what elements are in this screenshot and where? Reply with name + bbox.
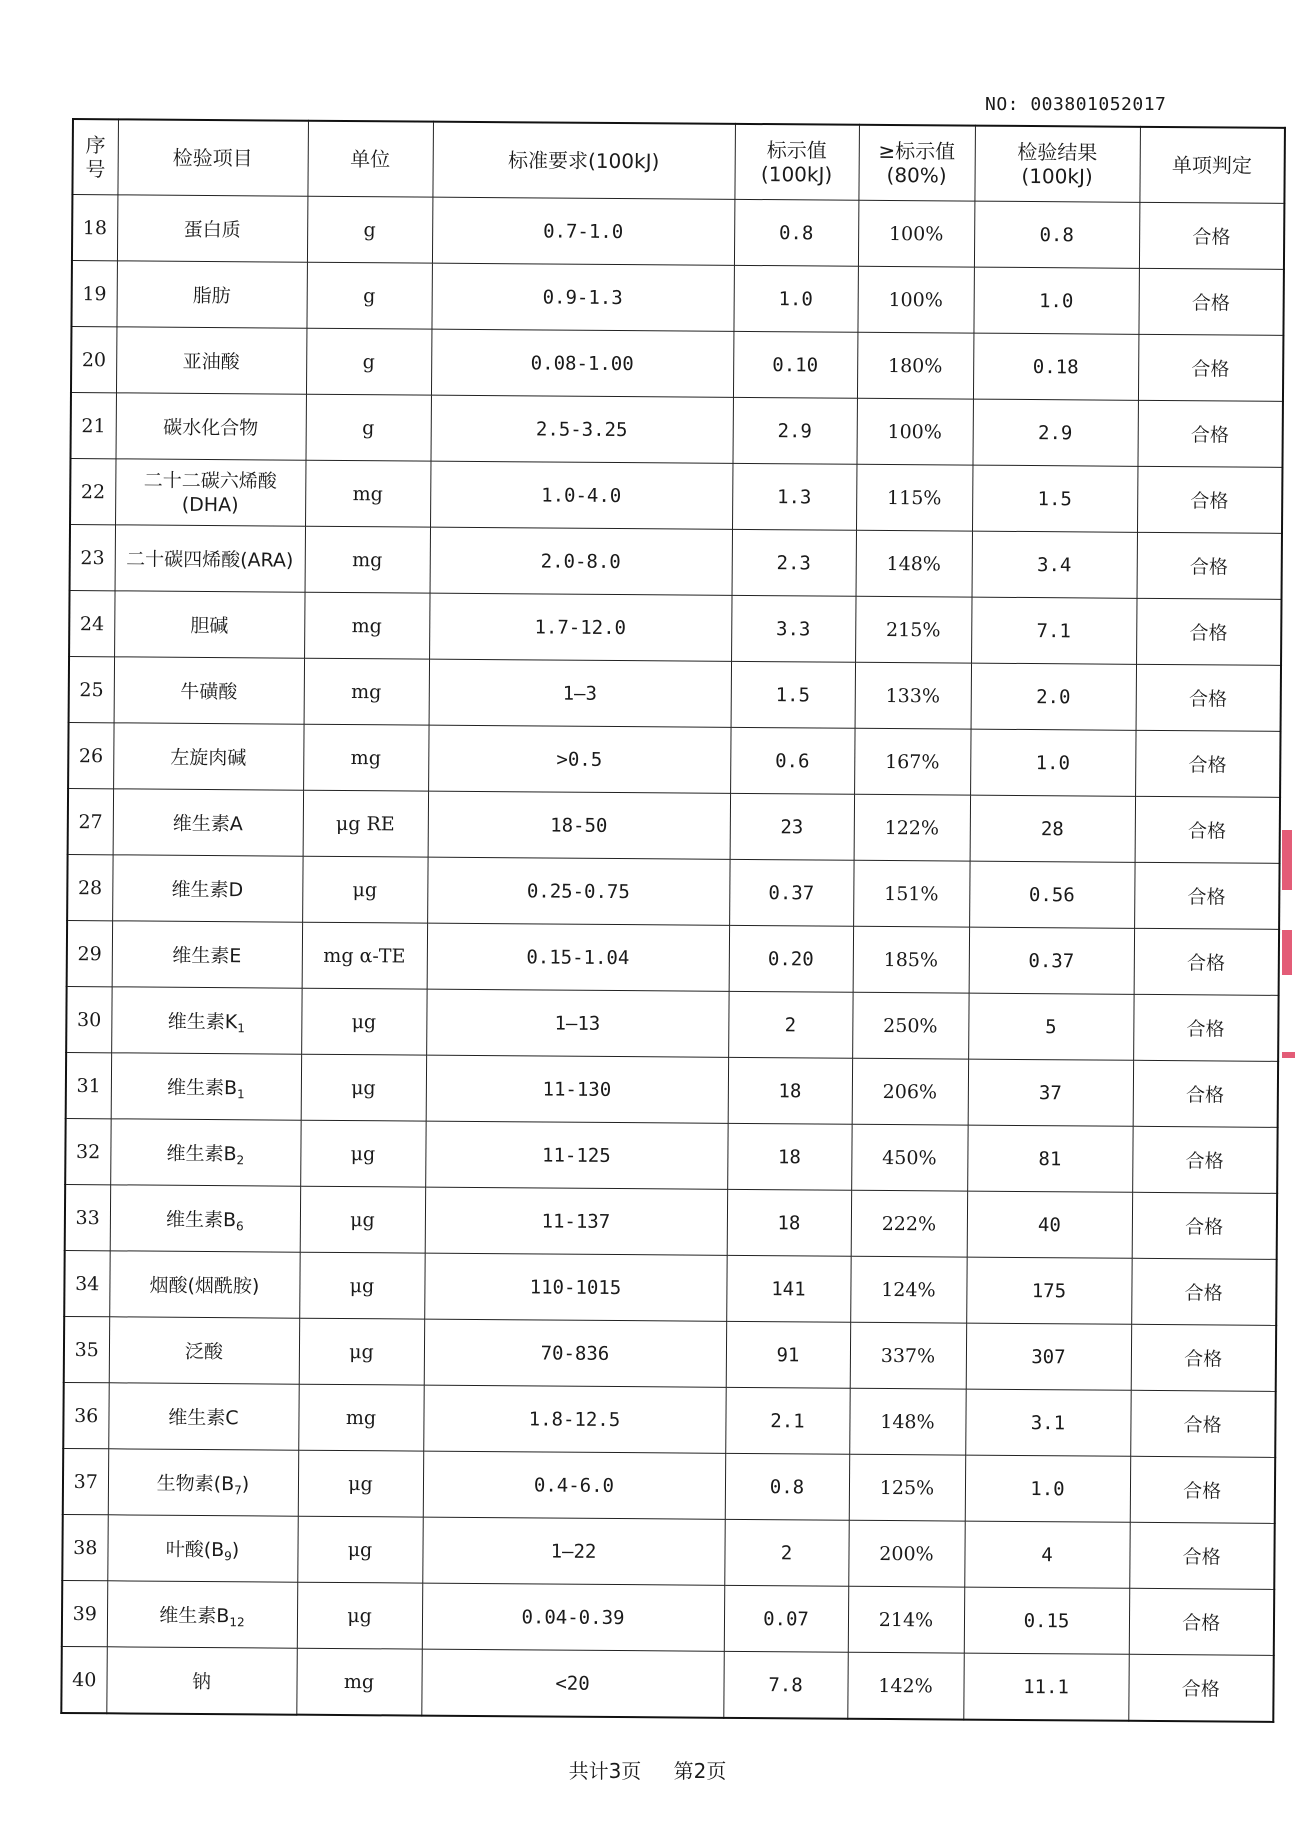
row-label-value: 0.10 [733, 331, 857, 398]
report-table-container [60, 118, 1253, 1722]
row-seq: 28 [67, 854, 112, 920]
row-unit: mg [298, 1384, 423, 1451]
row-unit: mg [305, 460, 430, 527]
row-percentage: 115% [856, 464, 972, 531]
item-name-text: 生物素(B [156, 1472, 235, 1495]
row-label-value: 91 [726, 1321, 850, 1388]
row-result: 1.0 [970, 729, 1135, 796]
row-percentage: 151% [853, 860, 969, 927]
row-result: 2.0 [971, 663, 1136, 730]
row-result: 1.0 [965, 1455, 1130, 1522]
table-row [66, 1052, 1278, 1127]
item-name-text: 维生素E [172, 944, 242, 968]
row-item-name [111, 987, 301, 1054]
row-verdict: 合格 [1134, 928, 1279, 995]
row-unit: μg [300, 1120, 425, 1187]
row-item-name [110, 1119, 300, 1186]
row-label-value: 0.37 [729, 859, 853, 926]
row-label-value: 2.3 [732, 529, 856, 596]
row-result: 4 [964, 1521, 1129, 1588]
row-item-name [116, 393, 306, 460]
item-name-text: 维生素C [168, 1406, 239, 1430]
row-unit: mg α-TE [302, 922, 427, 989]
row-result: 0.15 [964, 1587, 1129, 1654]
row-result: 5 [968, 993, 1133, 1060]
row-item-name [107, 1581, 297, 1648]
row-result: 175 [966, 1257, 1131, 1324]
table-row [62, 1514, 1274, 1589]
row-verdict: 合格 [1129, 1522, 1274, 1589]
table-row [68, 722, 1280, 797]
row-percentage: 142% [847, 1652, 963, 1719]
row-unit: μg RE [303, 790, 428, 857]
header-ge-label-line2: (80%) [886, 162, 947, 188]
row-seq: 18 [72, 195, 117, 261]
row-verdict: 合格 [1137, 532, 1282, 599]
row-standard: 0.4-6.0 [423, 1451, 725, 1519]
row-verdict: 合格 [1137, 466, 1282, 533]
table-row [66, 986, 1278, 1061]
row-unit: μg [299, 1318, 424, 1385]
report-number: NO: 003801052017 [985, 94, 1167, 115]
item-name-text: 二十碳四烯酸(ARA) [126, 548, 294, 572]
row-percentage: 122% [854, 794, 970, 861]
row-verdict: 合格 [1134, 862, 1279, 929]
row-label-value: 7.8 [723, 1651, 847, 1718]
item-name-text: 蛋白质 [183, 218, 241, 242]
row-verdict: 合格 [1133, 994, 1278, 1061]
header-item: 检验项目 [117, 119, 308, 196]
row-seq: 20 [71, 327, 116, 393]
row-standard: 1—22 [422, 1517, 724, 1585]
row-result: 0.56 [969, 861, 1134, 928]
row-standard: 1.0-4.0 [430, 461, 732, 529]
row-unit: mg [296, 1648, 421, 1715]
row-result: 81 [967, 1125, 1132, 1192]
row-unit: mg [304, 658, 429, 725]
row-label-value: 18 [727, 1189, 851, 1256]
table-header-row [72, 119, 1285, 203]
row-label-value: 0.8 [725, 1453, 849, 1520]
row-item-name [113, 789, 303, 856]
row-result: 0.18 [973, 333, 1138, 400]
item-name-text: 叶酸(B [165, 1538, 225, 1561]
row-label-value: 0.8 [734, 199, 858, 266]
row-result: 1.0 [973, 267, 1138, 334]
row-verdict: 合格 [1138, 334, 1283, 401]
row-standard: 0.7-1.0 [432, 197, 734, 265]
row-label-value: 1.0 [733, 265, 857, 332]
row-label-value: 18 [728, 1057, 852, 1124]
row-seq: 23 [70, 524, 115, 590]
row-percentage: 100% [856, 398, 972, 465]
row-item-name [109, 1317, 299, 1384]
row-unit: μg [299, 1252, 424, 1319]
total-pages: 共计3页 [568, 1759, 642, 1783]
row-result: 3.4 [972, 531, 1137, 598]
table-row [68, 788, 1280, 863]
row-item-name [116, 261, 306, 328]
header-result [974, 126, 1140, 203]
row-label-value: 1.3 [732, 463, 856, 530]
item-name-text: 维生素B [166, 1208, 237, 1231]
row-percentage: 200% [848, 1520, 964, 1587]
row-label-value: 23 [730, 793, 854, 860]
row-standard: 1—13 [426, 989, 728, 1057]
row-item-name [115, 525, 305, 592]
row-label-value: 0.07 [724, 1585, 848, 1652]
row-percentage: 148% [856, 530, 972, 597]
item-name-line2: (DHA) [181, 493, 239, 516]
row-label-value: 1.5 [731, 661, 855, 728]
row-label-value: 3.3 [731, 595, 855, 662]
row-item-name [108, 1383, 298, 1450]
row-percentage: 125% [849, 1454, 965, 1521]
table-row [65, 1118, 1277, 1193]
table-body [61, 195, 1284, 1722]
row-item-name [112, 855, 302, 922]
header-label-value-line2: (100kJ) [760, 162, 833, 187]
current-page: 第2页 [673, 1759, 727, 1783]
item-name-text: 牛磺酸 [180, 680, 238, 704]
row-verdict: 合格 [1137, 400, 1282, 467]
row-verdict: 合格 [1128, 1654, 1273, 1722]
row-seq: 39 [62, 1580, 107, 1646]
row-seq: 38 [62, 1514, 107, 1580]
row-standard: 0.15-1.04 [427, 923, 729, 991]
page-footer [0, 1755, 1295, 1784]
row-unit: g [306, 262, 431, 329]
row-standard: 0.04-0.39 [422, 1583, 724, 1651]
row-verdict: 合格 [1131, 1324, 1276, 1391]
row-percentage: 450% [851, 1124, 967, 1191]
row-verdict: 合格 [1131, 1258, 1276, 1325]
header-seq: 序号 [72, 119, 118, 195]
row-result: 307 [966, 1323, 1131, 1390]
row-verdict: 合格 [1132, 1126, 1277, 1193]
table-row [70, 524, 1282, 599]
table-row [63, 1382, 1275, 1457]
row-item-name [106, 1647, 296, 1715]
header-result-line2: (100kJ) [1021, 163, 1093, 189]
row-percentage: 167% [854, 728, 970, 795]
row-item-name [107, 1515, 297, 1582]
row-unit: mg [304, 592, 429, 659]
header-ge-label [858, 125, 975, 201]
test-results-table [60, 118, 1286, 1723]
item-name-tail: ) [241, 1472, 250, 1495]
row-percentage: 337% [850, 1322, 966, 1389]
row-standard: 18-50 [428, 791, 730, 859]
row-unit: g [307, 196, 432, 263]
row-percentage: 100% [857, 266, 973, 333]
table-row [69, 656, 1281, 731]
row-item-name [115, 459, 305, 526]
row-result: 40 [967, 1191, 1132, 1258]
table-row [67, 920, 1279, 995]
row-verdict: 合格 [1136, 664, 1281, 731]
header-verdict: 单项判定 [1139, 127, 1285, 204]
row-seq: 36 [63, 1382, 108, 1448]
item-name-subscript: 9 [224, 1548, 232, 1563]
row-seq: 32 [65, 1118, 110, 1184]
row-seq: 22 [70, 458, 115, 524]
item-name-text: 维生素D [171, 878, 244, 902]
row-unit: mg [305, 526, 430, 593]
row-verdict: 合格 [1139, 202, 1284, 269]
row-label-value: 18 [727, 1123, 851, 1190]
row-result: 11.1 [963, 1653, 1128, 1721]
row-item-name [114, 657, 304, 724]
row-label-value: 0.20 [729, 925, 853, 992]
row-result: 0.37 [969, 927, 1134, 994]
row-percentage: 250% [852, 992, 968, 1059]
header-label-value [734, 124, 859, 200]
row-item-name [117, 195, 307, 262]
row-item-name [110, 1185, 300, 1252]
row-unit: μg [298, 1450, 423, 1517]
row-label-value: 2 [724, 1519, 848, 1586]
table-row [64, 1316, 1276, 1391]
table-row [61, 1646, 1273, 1721]
item-name-text: 烟酸(烟酰胺) [149, 1274, 260, 1298]
row-seq: 27 [68, 788, 113, 854]
row-label-value: 2.9 [732, 397, 856, 464]
row-standard: 11-130 [426, 1055, 728, 1123]
row-unit: μg [301, 988, 426, 1055]
row-item-name [116, 327, 306, 394]
row-percentage: 222% [851, 1190, 967, 1257]
row-seq: 33 [65, 1184, 110, 1250]
row-standard: 2.5-3.25 [430, 395, 732, 463]
row-standard: 11-125 [425, 1121, 727, 1189]
row-percentage: 206% [852, 1058, 968, 1125]
item-name-text: 维生素K [167, 1010, 238, 1033]
row-standard: 0.25-0.75 [427, 857, 729, 925]
row-label-value: 2.1 [725, 1387, 849, 1454]
row-verdict: 合格 [1130, 1390, 1275, 1457]
row-item-name [112, 921, 302, 988]
row-standard: 11-137 [425, 1187, 727, 1255]
row-seq: 30 [66, 986, 111, 1052]
item-name-text: 泛酸 [184, 1340, 224, 1364]
row-percentage: 148% [849, 1388, 965, 1455]
item-name-subscript: 1 [237, 1086, 245, 1101]
table-row [71, 392, 1283, 467]
row-seq: 26 [68, 722, 113, 788]
row-verdict: 合格 [1129, 1588, 1274, 1655]
table-row [71, 327, 1283, 402]
row-result: 2.9 [972, 399, 1137, 466]
row-verdict: 合格 [1130, 1456, 1275, 1523]
row-seq: 19 [71, 261, 116, 327]
row-standard: 1—3 [429, 659, 731, 727]
item-name-text: 维生素A [172, 812, 243, 836]
item-name-subscript: 6 [236, 1218, 244, 1233]
table-row [72, 195, 1284, 270]
row-percentage: 124% [850, 1256, 966, 1323]
row-seq: 40 [61, 1646, 106, 1713]
row-item-name [113, 723, 303, 790]
seal-fragment [1282, 1052, 1295, 1058]
item-name-subscript: 7 [234, 1482, 242, 1497]
row-standard: <20 [421, 1649, 723, 1718]
row-seq: 25 [69, 656, 114, 722]
item-name-tail: ) [231, 1538, 240, 1561]
table-row [64, 1250, 1276, 1325]
item-name-text: 二十二碳六烯酸 [143, 469, 277, 493]
row-verdict: 合格 [1135, 796, 1280, 863]
row-unit: g [305, 394, 430, 461]
row-standard: 0.9-1.3 [431, 263, 733, 331]
seal-fragment [1282, 830, 1292, 890]
row-percentage: 133% [855, 662, 971, 729]
row-verdict: 合格 [1132, 1192, 1277, 1259]
item-name-text: 脂肪 [192, 284, 231, 308]
header-ge-label-line1: ≥标示值 [878, 138, 956, 164]
row-percentage: 215% [855, 596, 971, 663]
row-standard: 0.08-1.00 [431, 329, 733, 397]
header-standard: 标准要求(100kJ) [432, 122, 735, 200]
row-item-name [109, 1251, 299, 1318]
seal-fragment [1282, 930, 1292, 975]
item-name-text: 碳水化合物 [163, 416, 259, 440]
table-row [70, 458, 1282, 533]
row-result: 3.1 [965, 1389, 1130, 1456]
item-name-subscript: 12 [229, 1614, 245, 1629]
row-result: 0.8 [974, 201, 1139, 268]
row-result: 7.1 [971, 597, 1136, 664]
table-row [71, 261, 1283, 336]
row-percentage: 214% [848, 1586, 964, 1653]
item-name-text: 亚油酸 [182, 350, 240, 374]
row-result: 1.5 [972, 465, 1137, 532]
scan-artifact [0, 0, 30, 6]
row-result: 28 [970, 795, 1135, 862]
row-unit: mg [303, 724, 428, 791]
table-row [69, 590, 1281, 665]
row-label-value: 141 [726, 1255, 850, 1322]
row-item-name [114, 591, 304, 658]
table-row [63, 1448, 1275, 1523]
row-unit: μg [300, 1186, 425, 1253]
row-standard: >0.5 [428, 725, 730, 793]
row-verdict: 合格 [1135, 730, 1280, 797]
row-label-value: 0.6 [730, 727, 854, 794]
row-verdict: 合格 [1136, 598, 1281, 665]
item-name-subscript: 1 [237, 1020, 245, 1035]
row-unit: g [306, 328, 431, 395]
item-name-text: 钠 [191, 1670, 212, 1694]
row-seq: 31 [66, 1052, 111, 1118]
header-unit: 单位 [307, 121, 433, 197]
item-name-subscript: 2 [236, 1152, 245, 1167]
item-name-text: 维生素B [166, 1142, 237, 1165]
row-percentage: 100% [858, 200, 974, 267]
table-row [65, 1184, 1277, 1259]
header-label-value-line1: 标示值 [766, 138, 827, 163]
row-item-name [108, 1449, 298, 1516]
row-seq: 35 [64, 1316, 109, 1382]
row-standard: 1.8-12.5 [423, 1385, 725, 1453]
row-verdict: 合格 [1138, 268, 1283, 335]
item-name-text: 左旋肉碱 [170, 746, 247, 770]
row-seq: 37 [63, 1448, 108, 1514]
row-item-name [111, 1053, 301, 1120]
row-verdict: 合格 [1133, 1060, 1278, 1127]
row-seq: 34 [64, 1250, 109, 1316]
row-unit: μg [301, 1054, 426, 1121]
row-label-value: 2 [728, 991, 852, 1058]
row-standard: 1.7-12.0 [429, 593, 731, 661]
row-standard: 70-836 [424, 1319, 726, 1387]
row-seq: 29 [67, 920, 112, 986]
row-unit: μg [297, 1516, 422, 1583]
row-percentage: 180% [857, 332, 973, 399]
row-unit: μg [302, 856, 427, 923]
row-standard: 2.0-8.0 [430, 527, 732, 595]
item-name-text: 维生素B [159, 1604, 230, 1627]
header-result-line1: 检验结果 [1017, 139, 1098, 165]
row-unit: μg [297, 1582, 422, 1649]
row-seq: 21 [71, 392, 116, 458]
table-row [67, 854, 1279, 929]
item-name-text: 胆碱 [190, 614, 229, 638]
row-percentage: 185% [853, 926, 969, 993]
table-row [62, 1580, 1274, 1655]
row-seq: 24 [69, 590, 114, 656]
row-result: 37 [968, 1059, 1133, 1126]
item-name-text: 维生素B [166, 1076, 238, 1099]
row-standard: 110-1015 [424, 1253, 726, 1321]
